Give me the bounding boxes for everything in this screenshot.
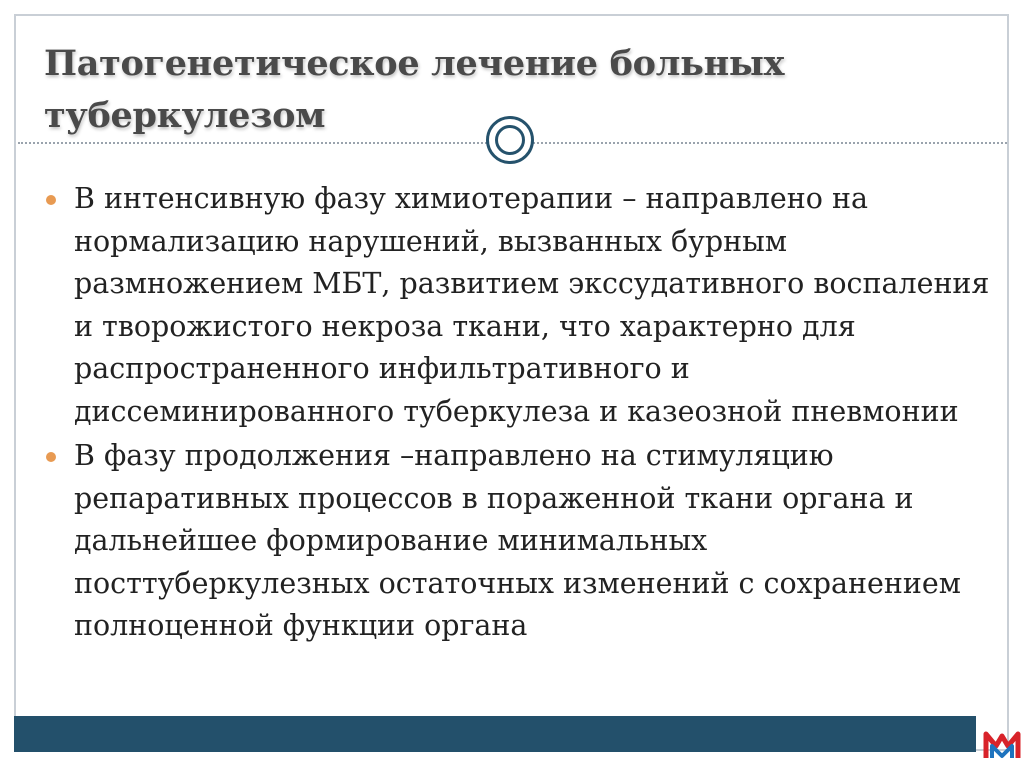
bullet-list	[44, 178, 994, 650]
bullet-item-continuation-phase	[44, 435, 994, 648]
bullet-text: В интенсивную фазу химиотерапии – направлено на нормализацию нарушений, вызванных бурным размножением МБТ, развитием экссудативного воспаления и творожистого некроза ткани, что характерно для распространенного инфильтративного и диссеминированного туберкулеза и казеозной пневмонии	[74, 182, 990, 428]
footer-bar	[14, 716, 976, 752]
inner-ring	[495, 125, 525, 155]
bullet-dot-icon	[46, 452, 56, 462]
double-ring-icon	[486, 116, 534, 164]
bullet-item-intensive-phase	[44, 178, 994, 433]
brand-logo-icon	[982, 726, 1022, 762]
slide-frame	[14, 14, 1009, 751]
bullet-text: В фазу продолжения –направлено на стимуляцию репаративных процессов в пораженной ткани органа и дальнейшее формирование минимальных посттуберкулезных остаточных изменений с сохранением полноценной функции органа	[74, 439, 961, 642]
bullet-dot-icon	[46, 195, 56, 205]
slide-title: Патогенетическое лечение больных туберкулезом	[44, 43, 785, 136]
